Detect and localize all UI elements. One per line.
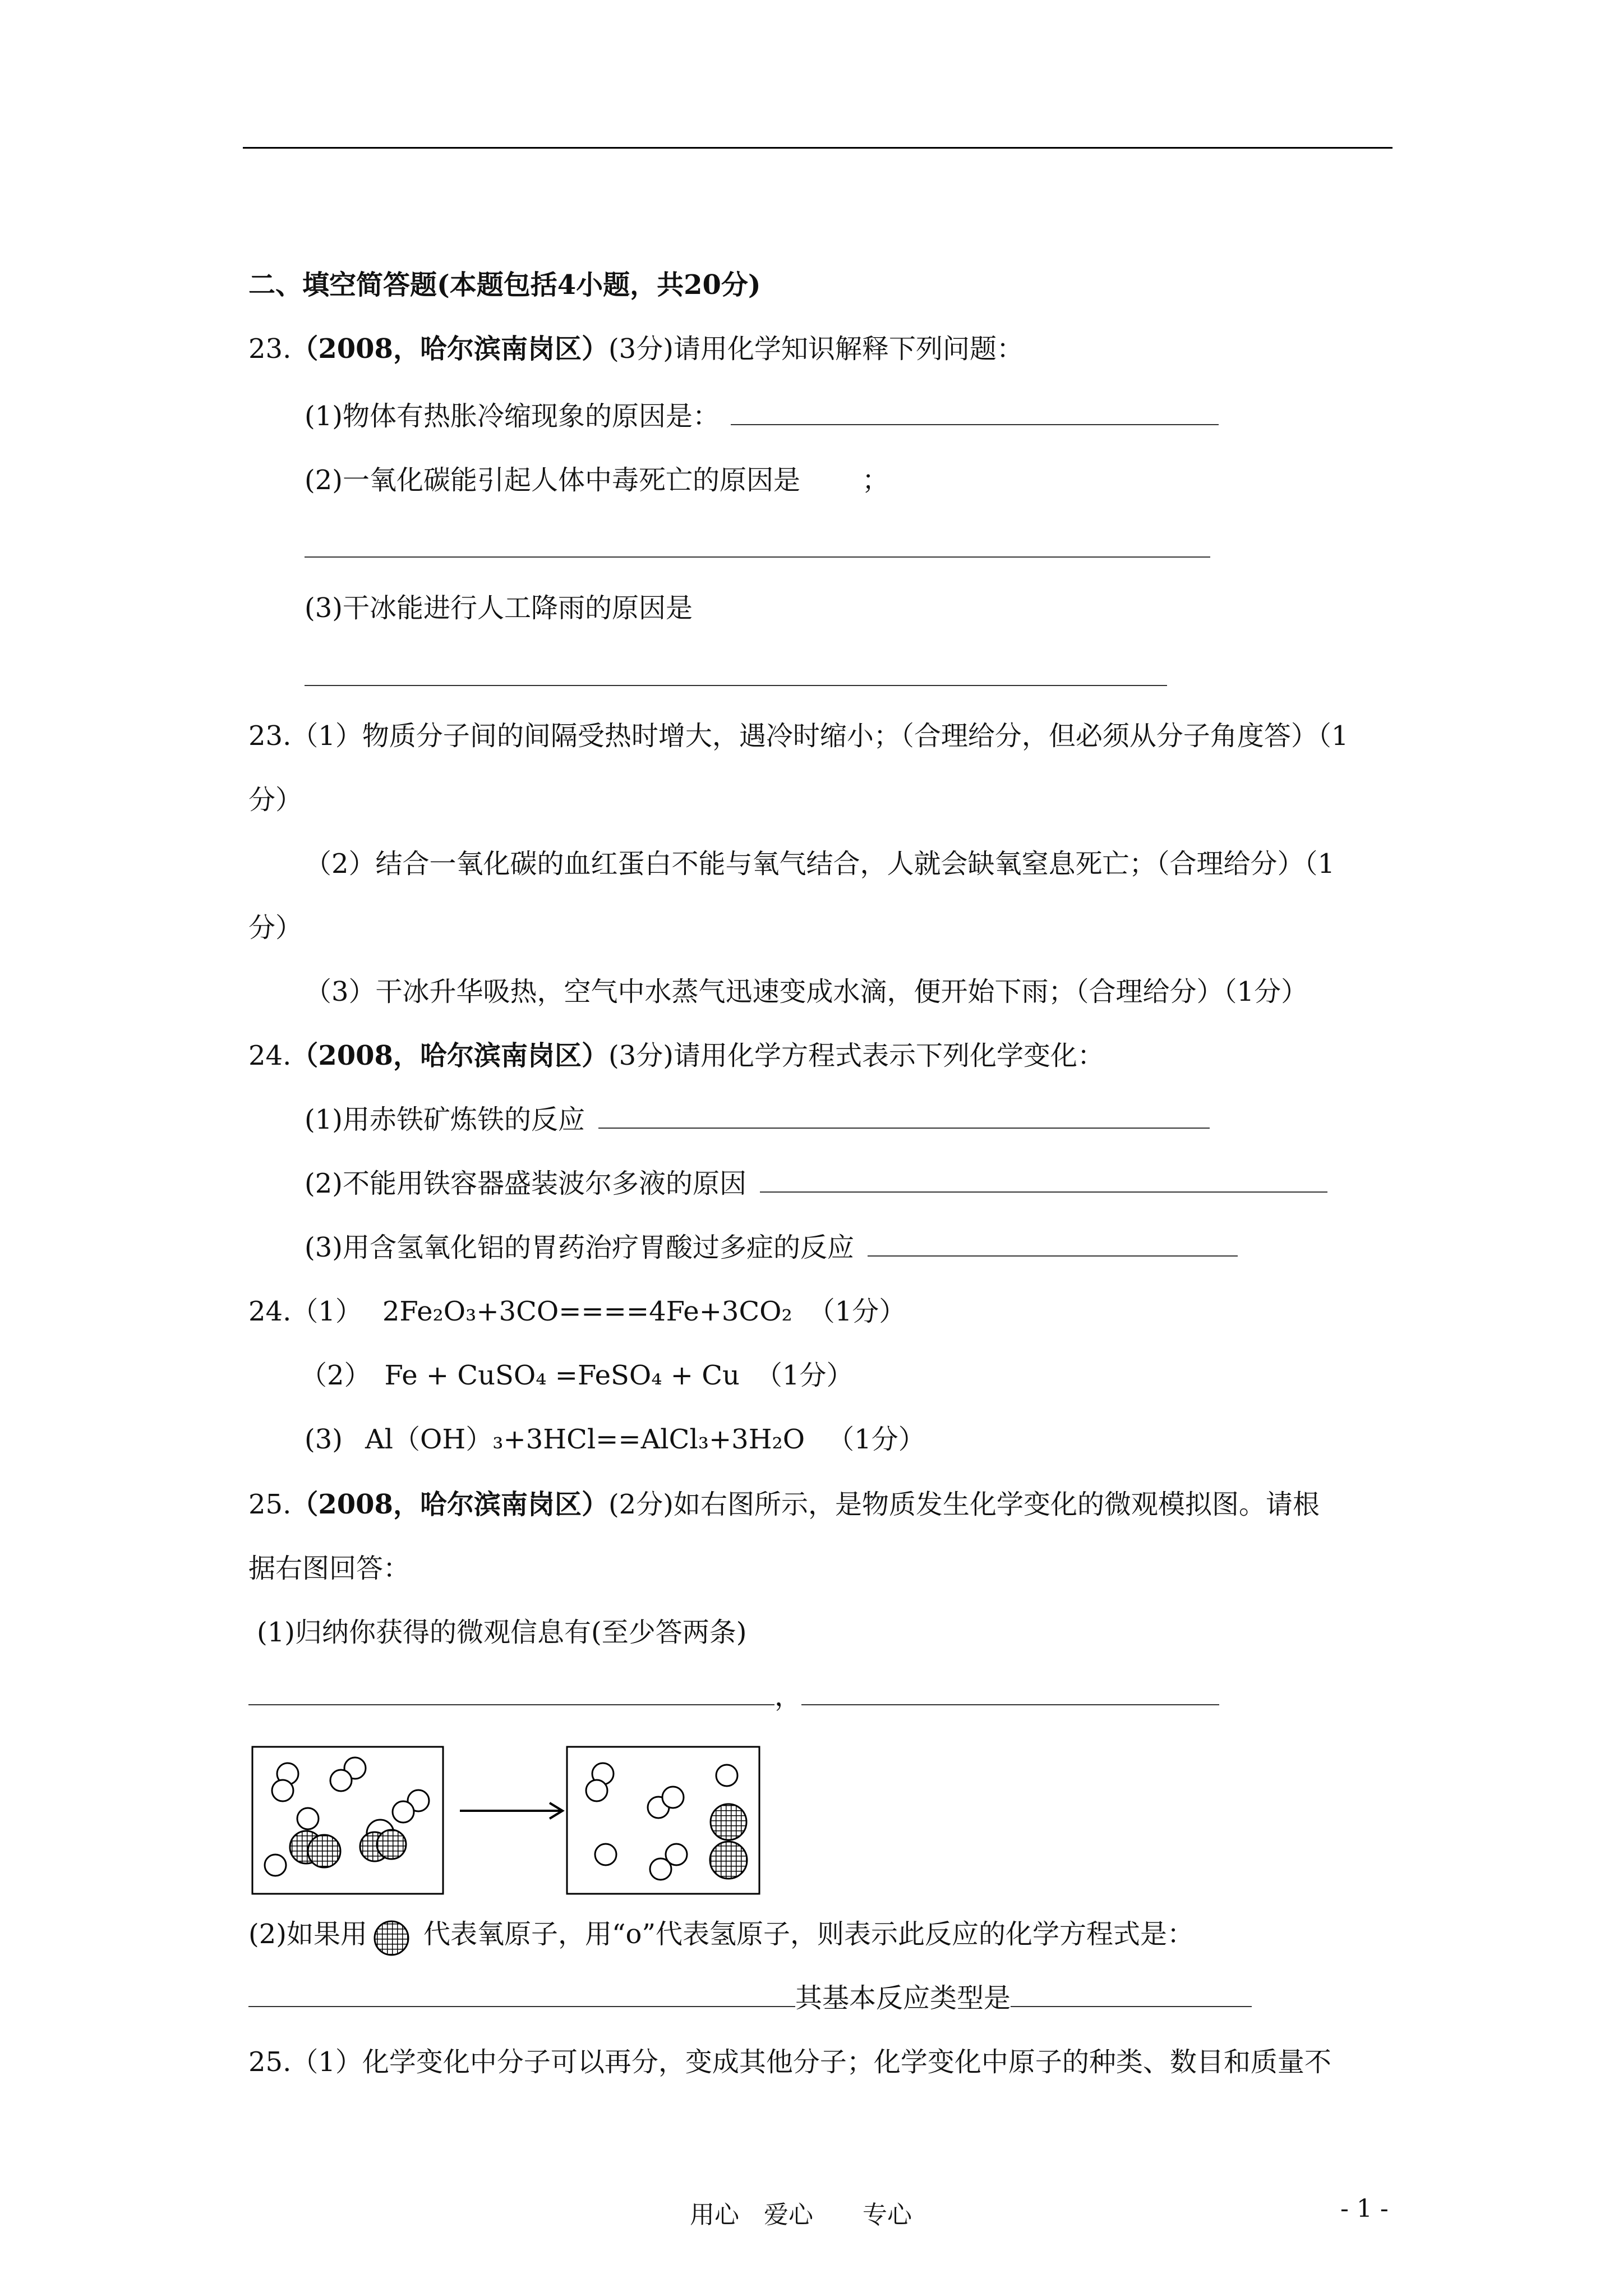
answer-blank[interactable] <box>1011 1981 1252 2007</box>
score: （1分） <box>755 1360 854 1391</box>
q23-part-2 <box>305 463 889 497</box>
part-text: 代表氧原子，用“o”代表氢原子，则表示此反应的化学方程式是： <box>423 1918 1194 1950</box>
part-text: (2)不能用铁容器盛装波尔多液的原因 <box>305 1168 746 1199</box>
question-number: 23. <box>248 333 292 365</box>
part-text: 其基本反应类型是 <box>795 1982 1011 2014</box>
section-title: 二、填空简答题(本题包括4小题，共20分) <box>248 269 761 301</box>
q23-part-3: (3)干冰能进行人工降雨的原因是 <box>305 592 693 624</box>
score: （1分） <box>827 1424 925 1455</box>
header-rule <box>243 147 1393 149</box>
question-25-stem-cont: 据右图回答： <box>248 1553 411 1584</box>
question-number: 25. <box>248 1489 292 1520</box>
hydrogen-molecule-icon <box>716 1765 737 1786</box>
answer-25-line-1: 25.（1）化学变化中分子可以再分，变成其他分子；化学变化中原子的种类、数目和质量不 <box>248 2046 1331 2078</box>
part-text: (1)用赤铁矿炼铁的反应 <box>305 1104 585 1135</box>
footer-slogan: 用心 爱心 专心 <box>690 2201 912 2229</box>
semicolon: ； <box>862 464 889 496</box>
answer-prefix: 24.（1） <box>248 1296 362 1327</box>
answer-23-line-1: 23.（1）物质分子间的间隔受热时增大，遇冷时缩小；（合理给分，但必须从分子角度答）（1 <box>248 720 1349 752</box>
answer-blank[interactable] <box>598 1103 1210 1129</box>
question-number: 24. <box>248 1040 292 1071</box>
q25-part-1-blanks <box>248 1680 1219 1713</box>
question-source: （2008，哈尔滨南岗区） <box>291 333 608 365</box>
question-stem: (3分)请用化学方程式表示下列化学变化： <box>608 1040 1104 1071</box>
comma: ， <box>774 1681 802 1712</box>
part-text: (2)如果用 <box>248 1918 367 1950</box>
answer-blank[interactable] <box>248 1680 774 1705</box>
page-number: - 1 - <box>1340 2194 1389 2223</box>
chemical-equation: 2Fe₂O₃+3CO====4Fe+3CO₂ <box>382 1296 792 1327</box>
score: （1分） <box>808 1296 906 1327</box>
answer-prefix: (3) <box>305 1424 343 1455</box>
answer-24-line-1 <box>248 1295 906 1328</box>
answer-blank[interactable] <box>248 1981 795 2007</box>
answer-blank[interactable] <box>305 532 1210 558</box>
q23-part-1 <box>305 399 1219 433</box>
answer-24-line-2 <box>300 1359 853 1392</box>
answer-24-line-3 <box>305 1423 925 1456</box>
question-source: （2008，哈尔滨南岗区） <box>291 1489 608 1520</box>
q25-part-2-blanks <box>248 1981 1252 2015</box>
q24-part-1 <box>305 1103 1210 1137</box>
answer-blank[interactable] <box>731 399 1219 425</box>
part-text: (1)物体有热胀冷缩现象的原因是： <box>305 401 720 432</box>
question-stem: (2分)如右图所示，是物质发生化学变化的微观模拟图。请根 <box>608 1489 1320 1520</box>
answer-23-line-3: （3）干冰升华吸热，空气中水蒸气迅速变成水滴，便开始下雨；（合理给分）（1分） <box>305 976 1308 1007</box>
question-23 <box>248 332 1023 366</box>
question-24 <box>248 1039 1104 1073</box>
chemical-equation: Fe + CuSO₄ =FeSO₄ + Cu <box>384 1360 740 1391</box>
answer-blank[interactable] <box>760 1167 1327 1193</box>
part-text: (3)用含氢氧化铝的胃药治疗胃酸过多症的反应 <box>305 1232 854 1263</box>
answer-23-line-1b: 分） <box>248 784 303 816</box>
q25-part-1: (1)归纳你获得的微观信息有(至少答两条) <box>257 1617 747 1648</box>
q25-part-2 <box>248 1917 1194 1951</box>
answer-blank[interactable] <box>305 660 1167 686</box>
reaction-arrow-icon <box>460 1803 562 1819</box>
q24-part-2 <box>305 1167 1327 1200</box>
answer-blank[interactable] <box>801 1680 1219 1705</box>
part-text: (2)一氧化碳能引起人体中毒死亡的原因是 <box>305 464 800 496</box>
oxygen-molecule-icon <box>290 1831 340 1867</box>
question-25 <box>248 1488 1320 1521</box>
answer-23-line-2b: 分） <box>248 912 303 944</box>
answer-23-line-2: （2）结合一氧化碳的血红蛋白不能与氧气结合，人就会缺氧窒息死亡；（合理给分）（1 <box>305 848 1335 880</box>
answer-blank[interactable] <box>868 1231 1238 1257</box>
answer-prefix: （2） <box>300 1360 371 1391</box>
q24-part-3 <box>305 1231 1238 1264</box>
question-stem: (3分)请用化学知识解释下列问题： <box>608 333 1023 365</box>
molecule-reaction-diagram <box>251 1745 773 1904</box>
question-source: （2008，哈尔滨南岗区） <box>291 1040 608 1071</box>
chemical-equation: Al（OH）₃+3HCl==AlCl₃+3H₂O <box>365 1424 805 1455</box>
